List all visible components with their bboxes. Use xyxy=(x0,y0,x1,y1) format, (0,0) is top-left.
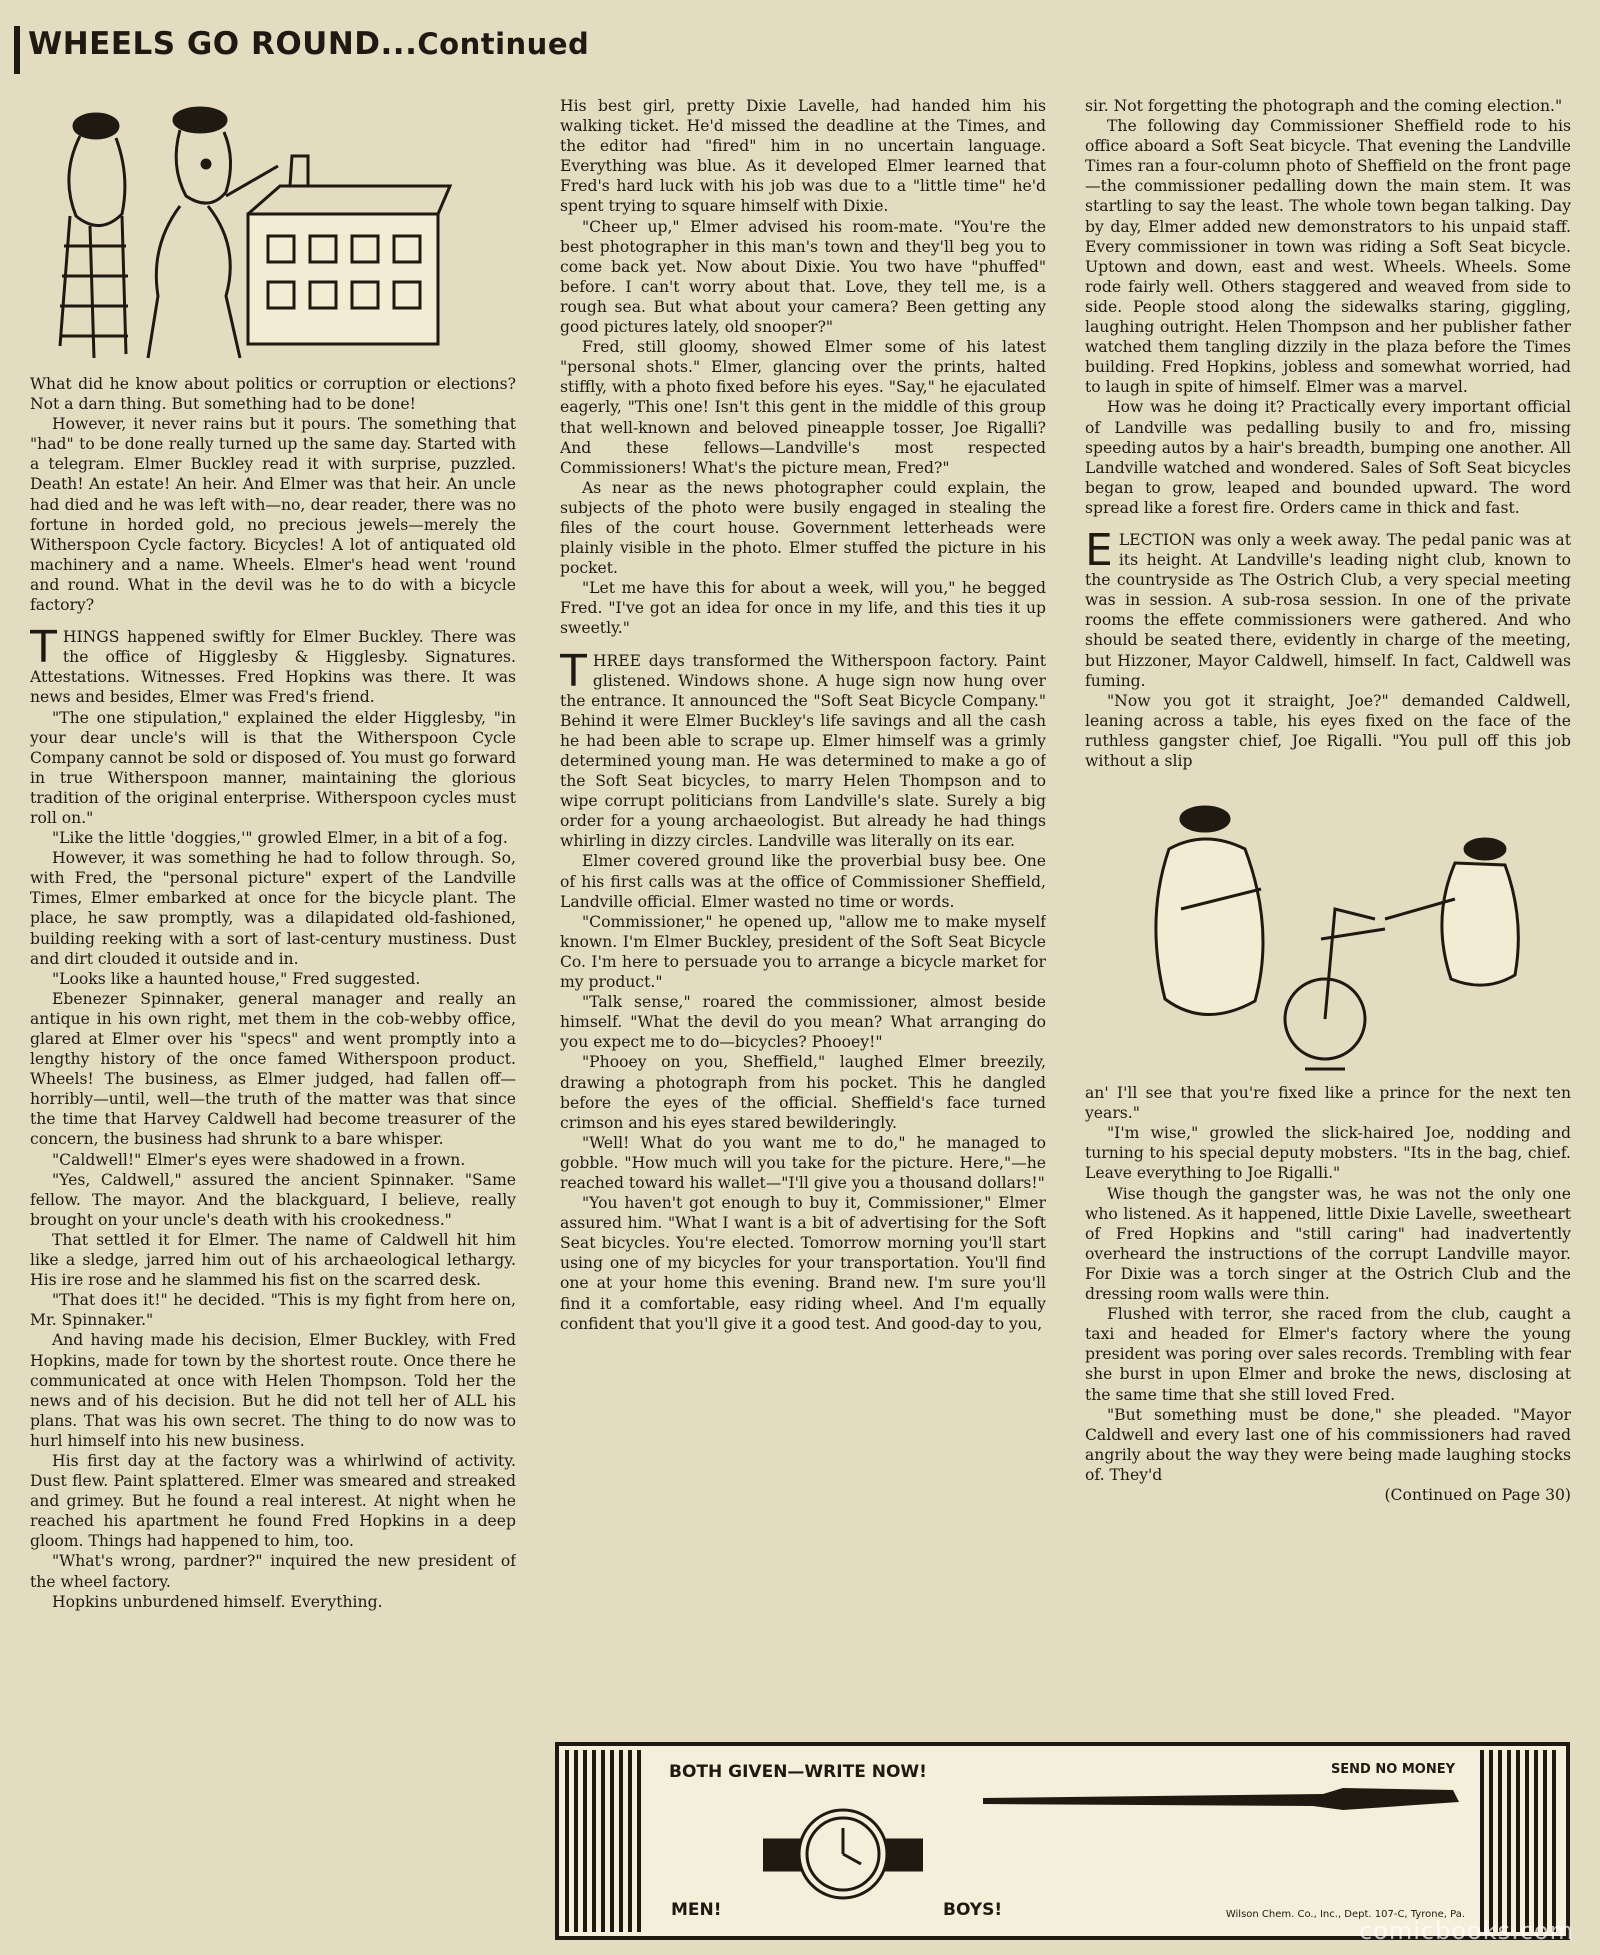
paragraph: Ebenezer Spinnaker, general manager and really an antique in his own right, met them in the cob-webby office, glared at Elmer over his "specs" and went promptly into a lengthy history of the once famed Witherspoon product. Wheels! The business, as Elmer judged, had fallen off—horribly—until, well—the truth of the matter was that since the time that Harvey Caldwell had become treasurer of the concern, the business had shrunk to a bare whisper. xyxy=(30,989,516,1149)
paragraph: "Yes, Caldwell," assured the ancient Spinnaker. "Same fellow. The mayor. And the blackguard, I believe, really brought on your uncle's death with his crookedness." xyxy=(30,1170,516,1229)
paragraph: "Cheer up," Elmer advised his room-mate. "You're the best photographer in this man's town and they'll beg you to come back yet. Now about Dixie. You two have "phuffed" before. I can't worry about that. Love, they tell me, is a rough sea. But what about your camera? Been getting any good pictures lately, old snooper?" xyxy=(560,217,1046,337)
paragraph: "That does it!" he decided. "This is my fight from here on, Mr. Spinnaker." xyxy=(30,1291,516,1330)
paragraph: The following day Commissioner Sheffield rode to his office aboard a Soft Seat bicycle. That evening the Landville Times ran a four-column photo of Sheffield on the front page—the commissioner pedalling down the main stem. It was startling to say the least. The whole town began talking. Day by day, Elmer added new demonstrators to his unpaid staff. Every commissioner in town was riding a Soft Seat bicycle. Uptown and down, east and west. Wheels. Wheels. Some rode fairly well. Others staggered and weaved from side to side. People stood along the sidewalks staring, giggling, laughing outright. Helen Thompson and her publisher father watched them tangling dizzily in the plaza before the Times building. Fred Hopkins, jobless and somewhat worried, had to laugh in spite of himself. Elmer was a marvel. xyxy=(1085,117,1571,397)
paragraph: "The one stipulation," explained the elder Higglesby, "in your dear uncle's will is that the Witherspoon Cycle Company cannot be sold or disposed of. You must go forward in true Witherspoon manner, maintaining the glorious tradition of the original enterprise. Witherspoon cycles must roll on." xyxy=(30,708,516,827)
ad-boys-label: BOYS! xyxy=(943,1900,1003,1920)
ad-company: Wilson Chem. Co., Inc., Dept. 107-C, Tyrone, Pa. xyxy=(1225,1909,1465,1920)
paragraph: "Let me have this for about a week, will you," he begged Fred. "I've got an idea for once in my life, and this ties it up sweetly." xyxy=(560,579,1046,638)
headline-continued: Continued xyxy=(417,27,590,61)
paragraph: "Caldwell!" Elmer's eyes were shadowed in a frown. xyxy=(52,1150,466,1169)
paragraph: "I'm wise," growled the slick-haired Joe, nodding and turning to his special deputy mobsters. "Its in the bag, chief. Leave everything to Joe Rigalli." xyxy=(1085,1124,1571,1183)
paragraph: "Talk sense," roared the commissioner, almost beside himself. "What the devil do you mean? What arranging do you expect me to do—bicycles? Phooey!" xyxy=(560,993,1046,1052)
illustration-commissioners-bicycle xyxy=(1085,779,1571,1075)
paragraph: Elmer covered ground like the proverbial busy bee. One of his first calls was at the office of Commissioner Sheffield, Landville official. Elmer wasted no time or words. xyxy=(560,852,1046,911)
paragraph: His best girl, pretty Dixie Lavelle, had handed him his walking ticket. He'd missed the deadline at the Times, and the editor had "fired" him in no uncertain language. Everything was blue. As it developed Elmer learned that Fred's hard luck with his job was due to a "little time" he'd spent trying to square himself with Dixie. xyxy=(560,97,1046,216)
paragraph: What did he know about politics or corruption or elections? Not a darn thing. But something had to be done! xyxy=(30,375,516,414)
continued-note: (Continued on Page 30) xyxy=(1384,1485,1571,1504)
paragraph: Fred, still gloomy, showed Elmer some of his latest "personal shots." Elmer, glancing over the prints, halted stiffly, with a photo fixed before his eyes. "Say," he ejaculated eagerly, "This one! Isn't this gent in the middle of this group that well-known and beloved pineapple tosser, Joe Rigalli? And these fellows—Landville's most respected Commissioners! What's the picture mean, Fred?" xyxy=(560,338,1046,477)
text-column-3 xyxy=(1085,96,1571,1796)
ad-stripes-left xyxy=(565,1750,645,1932)
site-watermark: comicbooks.com xyxy=(1358,1917,1574,1945)
drop-cap: T xyxy=(30,622,57,674)
paragraph: sir. Not forgetting the photograph and the coming election." xyxy=(1085,97,1563,115)
ad-content xyxy=(653,1754,1473,1930)
paragraph: an' I'll see that you're fixed like a prince for the next ten years." xyxy=(1085,1084,1571,1123)
paragraph: Flushed with terror, she raced from the club, caught a taxi and headed for Elmer's factory where the young president was poring over sales records. Trembling with fear she burst in upon Elmer and broke the news, disclosing at the same time that she still loved Fred. xyxy=(1085,1305,1571,1404)
paragraph: "What's wrong, pardner?" inquired the new president of the wheel factory. xyxy=(30,1552,516,1591)
ad-title: BOTH GIVEN—WRITE NOW! xyxy=(669,1762,927,1782)
paragraph: "Well! What do you want me to do," he managed to gobble. "How much will you take for the picture. Here,"—he reached toward his wallet—"I'll give you a thousand dollars!" xyxy=(560,1133,1046,1192)
ad-stripes-right xyxy=(1480,1750,1560,1932)
story-headline: WHEELS GO ROUND...Continued xyxy=(14,26,628,74)
paragraph: "Phooey on you, Sheffield," laughed Elmer breezily, drawing a photograph from his pocket. This he dangled before the eyes of the official. Sheffield's face turned crimson and his eyes stared bewilderingly. xyxy=(560,1053,1046,1132)
advertisement-box xyxy=(555,1742,1570,1940)
paragraph: "Commissioner," he opened up, "allow me to make myself known. I'm Elmer Buckley, president of the Soft Seat Bicycle Co. I'm here to persuade you to arrange a bicycle market for my product." xyxy=(560,912,1046,992)
section-start: ELECTION was only a week away. The pedal panic was at its height. At Landville's leading night club, known to the countryside as The Ostrich Club, a very special meeting was in session. A sub-rosa session. In one of the private rooms the effete commissioners were gathered. And who should be seated there, evidently in charge of the meeting, but Hizzoner, Mayor Caldwell, himself. In fact, Caldwell was fuming. xyxy=(1085,524,1571,690)
paragraph: Wise though the gangster was, he was not the only one who listened. As it happened, little Dixie Lavelle, sweetheart of Fred Hopkins and "still caring" had inadvertently overheard the instructions of the corrupt Landville mayor. For Dixie was a torch singer at the Ostrich Club and the dressing room walls were thin. xyxy=(1085,1184,1571,1304)
text-column-1 xyxy=(30,96,516,1796)
drop-cap: T xyxy=(560,645,587,697)
ad-men-label: MEN! xyxy=(671,1900,722,1920)
paragraph: That settled it for Elmer. The name of Caldwell hit him like a sledge, jarred him out of his archaeological lethargy. His ire rose and he slammed his fist on the scarred desk. xyxy=(30,1230,516,1290)
illustration-two-men-factory xyxy=(30,96,516,370)
paragraph: "Now you got it straight, Joe?" demanded Caldwell, leaning across a table, his eyes fixed on the face of the ruthless gangster chief, Joe Rigalli. "You pull off this job without a slip xyxy=(1085,691,1571,770)
paragraph: "You haven't got enough to buy it, Commissioner," Elmer assured him. "What I want is a bit of advertising for the Soft Seat bicycles. You're elected. Tomorrow morning you'll start using one of my bicycles for your transportation. You'll find one at your home this evening. Brand new. I'm sure you'll find it a comfortable, easy riding wheel. And I'm equally confident that you'll give it a good test. And good-day to you, xyxy=(560,1194,1046,1333)
paragraph: As near as the news photographer could explain, the subjects of the photo were busily engaged in stealing the files of the court house. Government letterheads were plainly visible in the photo. Elmer stuffed the picture in his pocket. xyxy=(560,478,1046,578)
paragraph: However, it was something he had to follow through. So, with Fred, the "personal picture" expert of the Landville Times, Elmer embarked at once for the bicycle plant. The place, he saw promptly, was a dilapidated old-fashioned, building reeking with a sort of last-century mustiness. Dust and dirt clouded it outside and in. xyxy=(30,849,516,968)
paragraph: And having made his decision, Elmer Buckley, with Fred Hopkins, made for town by the shortest route. Once there he communicated at once with Helen Thompson. Told her the news and of his decision. But he did not tell her of ALL his plans. That was his own secret. The thing to do now was to hurl himself into his new business. xyxy=(30,1331,516,1450)
paragraph: "But something must be done," she pleaded. "Mayor Caldwell and every last one of his commissioners had raved angrily about the way they were being made laughing stocks of. They'd xyxy=(1085,1405,1571,1484)
paragraph: Hopkins unburdened himself. Everything. xyxy=(52,1592,383,1611)
section-start: THREE days transformed the Witherspoon factory. Paint glistened. Windows shone. A huge sign now hung over the entrance. It announced the "Soft Seat Bicycle Company." Behind it were Elmer Buckley's life savings and all the cash he had been able to scrape up. Elmer himself was a grimly determined young man. He was determined to make a go of the Soft Seat bicycles, to marry Helen Thompson and to wipe corrupt politicians from Landville's slate. Surely a big order for a young archaeologist. But already he had things whirling in dizzy circles. Landville was literally on its ear. xyxy=(560,645,1046,851)
paragraph: How was he doing it? Practically every important official of Landville was pedalling busily to and fro, missing speeding autos by a hair's breadth, bumping one another. All Landville watched and wondered. Sales of Soft Seat bicycles began to grow, leaped and bounded upward. The word spread like a forest fire. Orders came in thick and fast. xyxy=(1085,398,1571,517)
paragraph: "Like the little 'doggies,'" growled Elmer, in a bit of a fog. xyxy=(52,829,508,848)
ad-send-no-money: SEND NO MONEY xyxy=(1330,1762,1455,1777)
headline-title: WHEELS GO ROUND xyxy=(28,26,381,62)
paragraph: However, it never rains but it pours. The something that "had" to be done really turned up the same day. Started with a telegram. Elmer Buckley read it with surprise, puzzled. Death! An estate! An heir. And Elmer was that heir. An uncle had died and he was left with—no, dear reader, there was no fortune in horded gold, no precious jewels—merely the Witherspoon Cycle factory. Bicycles! A lot of antiquated old machinery and a name. Wheels. Elmer's head went 'round and round. What in the devil was he to do with a bicycle factory? xyxy=(30,415,516,615)
wristwatch-icon xyxy=(763,1794,923,1914)
text-column-2 xyxy=(560,96,1046,1796)
section-start: THINGS happened swiftly for Elmer Buckley. There was the office of Higglesby & Higglesby. Signatures. Attestations. Witnesses. Fred Hopkins was there. It was news and besides, Elmer was Fred's friend. xyxy=(30,622,516,707)
drop-cap: E xyxy=(1085,524,1113,576)
rifle-icon xyxy=(983,1780,1463,1820)
paragraph: His first day at the factory was a whirlwind of activity. Dust flew. Paint splattered. Elmer was smeared and streaked and grimey. But he found a real interest. At night when he reached his apartment he found Fred Hopkins in a deep gloom. Things had happened to him, too. xyxy=(30,1451,516,1551)
paragraph: "Looks like a haunted house," Fred suggested. xyxy=(52,969,421,988)
